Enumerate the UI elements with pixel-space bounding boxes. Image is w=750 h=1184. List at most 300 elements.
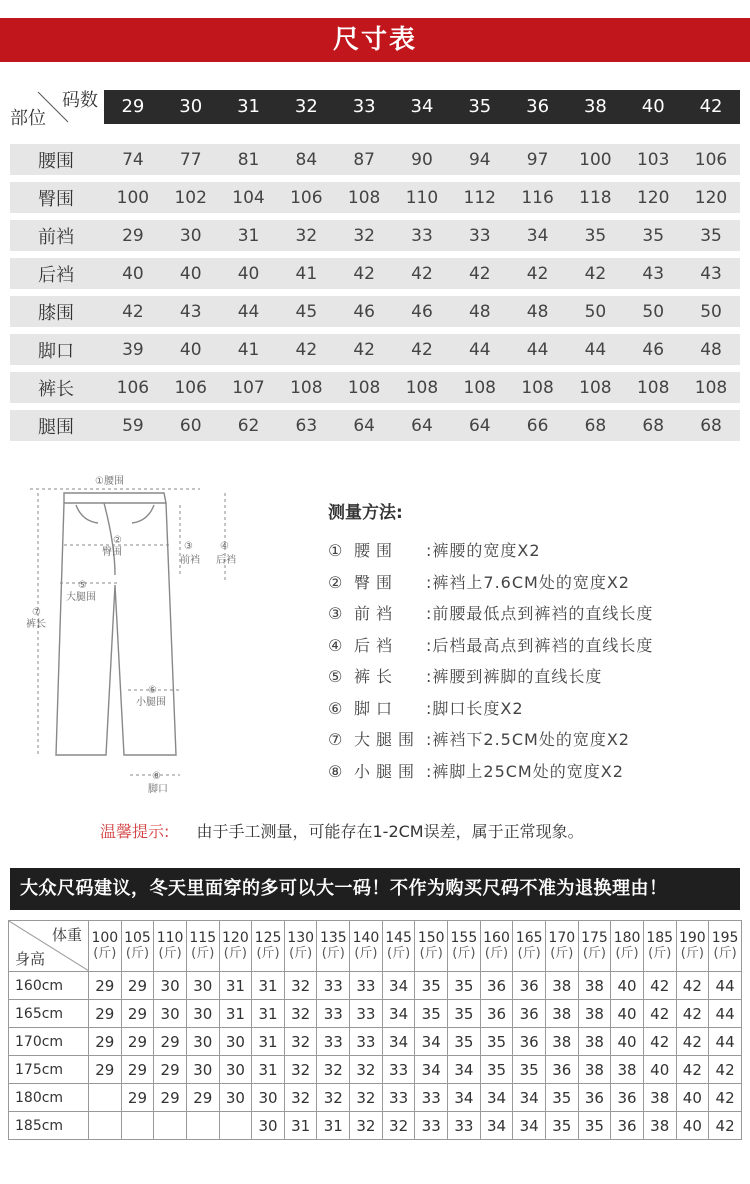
weight-unit: (斤): [615, 946, 639, 961]
diagram-length-label: 裤长: [26, 619, 46, 630]
weight-value: 105: [124, 930, 151, 946]
size-cell: 50: [700, 301, 722, 322]
size-cell: 63: [295, 415, 318, 436]
weight-size-cell: 30: [219, 1084, 252, 1112]
size-cell: 59: [122, 415, 144, 436]
weight-size-cell: 44: [709, 972, 742, 1000]
weight-size-cell: 33: [350, 1028, 383, 1056]
weight-size-cell: 35: [448, 972, 481, 1000]
size-row-label: 腿围: [38, 416, 74, 438]
method-item: [328, 538, 541, 561]
diagram-waist-label: ①腰围: [95, 476, 124, 487]
weight-size-cell: 29: [89, 1028, 122, 1056]
weight-size-cell: 34: [513, 1084, 546, 1112]
size-row-cells: [104, 340, 740, 360]
size-cell: 108: [579, 377, 612, 398]
size-cell: 40: [179, 339, 202, 360]
weight-unit: (斤): [452, 946, 476, 961]
weight-size-cell: 35: [448, 1000, 481, 1028]
size-cell: 108: [694, 377, 728, 398]
method-name: 臀围: [354, 572, 399, 592]
weight-size-cell: 31: [252, 1056, 285, 1084]
weight-value: 135: [319, 930, 347, 946]
weight-value: 165: [515, 930, 543, 946]
size-row: [10, 334, 740, 365]
weight-value: 115: [189, 930, 217, 946]
weight-size-cell: 32: [350, 1112, 383, 1140]
size-cell: 42: [353, 263, 375, 284]
method-number: ⑦: [328, 730, 344, 749]
method-number: ③: [328, 604, 344, 623]
weight-size-cell: 40: [611, 972, 644, 1000]
size-cell: 32: [295, 225, 318, 246]
size-cell: 97: [526, 149, 549, 170]
size-cell: 120: [694, 187, 728, 208]
weight-size-cell: 35: [480, 1028, 513, 1056]
weight-size-cell: 33: [382, 1056, 415, 1084]
size-cell: 62: [237, 415, 260, 436]
weight-size-cell: 38: [545, 1028, 578, 1056]
size-cell: 40: [179, 263, 202, 284]
size-row-cells: [104, 302, 740, 322]
size-row-label: 后裆: [38, 264, 74, 286]
weight-size-cell: 29: [89, 972, 122, 1000]
method-name: 小腿围: [354, 761, 421, 781]
size-cell: 42: [295, 339, 318, 360]
weight-size-cell: [89, 1112, 122, 1140]
size-cell: 46: [642, 339, 665, 360]
weight-size-cell: 29: [121, 972, 154, 1000]
weight-size-cell: 33: [317, 1028, 350, 1056]
size-cell: 77: [179, 149, 202, 170]
diagram-front-rise-label: 前裆: [180, 555, 200, 566]
size-cell: 44: [468, 339, 491, 360]
method-number: ②: [328, 572, 344, 592]
size-row-cells: [104, 416, 740, 436]
diagram-length-number: ⑦: [32, 607, 41, 618]
weight-size-cell: 32: [284, 1084, 317, 1112]
weight-value: 155: [450, 930, 478, 946]
weight-size-cell: 42: [643, 1028, 676, 1056]
weight-header-cell: [121, 921, 154, 972]
weight-header-cell: [89, 921, 122, 972]
weight-size-cell: 36: [513, 1000, 546, 1028]
size-header-cell: 29: [121, 96, 145, 117]
weight-size-cell: 33: [448, 1112, 481, 1140]
height-label: 160cm: [9, 972, 89, 1000]
weight-height-size-table: [8, 920, 742, 1140]
weight-size-cell: 31: [252, 1000, 285, 1028]
weight-table-row: [9, 1000, 742, 1028]
weight-value: 170: [548, 930, 576, 946]
weight-header-cell: [186, 921, 219, 972]
size-cell: 45: [295, 301, 318, 322]
weight-size-cell: [154, 1112, 187, 1140]
size-cell: 48: [526, 301, 549, 322]
weight-size-cell: 34: [415, 1028, 448, 1056]
method-item: [328, 759, 624, 782]
height-label: 170cm: [9, 1028, 89, 1056]
diagram-front-rise-number: ③: [184, 541, 193, 552]
weight-size-cell: 31: [317, 1112, 350, 1140]
size-row-label: 前裆: [38, 226, 74, 248]
size-row-label: 臀围: [38, 188, 74, 210]
weight-size-cell: 38: [643, 1084, 676, 1112]
weight-size-cell: 30: [252, 1112, 285, 1140]
size-header-cell: 35: [468, 96, 492, 117]
size-cell: 40: [237, 263, 260, 284]
weight-header-cell: [382, 921, 415, 972]
weight-size-cell: 42: [676, 1056, 709, 1084]
weight-size-cell: 36: [513, 1028, 546, 1056]
weight-size-cell: 34: [480, 1112, 513, 1140]
weight-header-cell: [578, 921, 611, 972]
weight-value: 110: [156, 930, 184, 946]
weight-table-corner: [9, 921, 89, 972]
weight-size-cell: 34: [448, 1084, 481, 1112]
weight-size-cell: [89, 1084, 122, 1112]
weight-size-cell: 36: [480, 972, 513, 1000]
weight-size-cell: 36: [545, 1056, 578, 1084]
method-number: ⑧: [328, 761, 344, 781]
weight-table-row: [9, 1112, 742, 1140]
weight-size-cell: 30: [186, 1028, 219, 1056]
weight-unit: (斤): [517, 946, 541, 961]
diagram-thigh-number: ⑤: [78, 580, 87, 591]
weight-unit: (斤): [680, 946, 704, 961]
weight-size-cell: [219, 1112, 252, 1140]
size-row: [10, 296, 740, 327]
weight-unit: (斤): [648, 946, 672, 961]
weight-size-cell: 33: [350, 972, 383, 1000]
method-name: 前裆: [354, 604, 399, 623]
weight-size-cell: 29: [186, 1084, 219, 1112]
height-label: 185cm: [9, 1112, 89, 1140]
size-row-cells: [104, 226, 740, 246]
weight-header-cell: [284, 921, 317, 972]
size-cell: 35: [584, 225, 607, 246]
size-cell: 39: [122, 339, 144, 360]
diagram-hip-number: ②: [113, 535, 122, 546]
size-cell: 64: [353, 415, 375, 436]
weight-size-cell: 31: [252, 1028, 285, 1056]
corner-part-label: 部位: [10, 108, 46, 129]
size-cell: 108: [347, 377, 381, 398]
weight-size-cell: 30: [154, 1000, 187, 1028]
diagram-thigh-label: 大腿围: [66, 592, 96, 603]
method-desc: :前腰最低点到裤裆的直线长度: [426, 604, 654, 623]
weight-size-cell: 42: [643, 1000, 676, 1028]
size-header-cell: 38: [583, 96, 607, 117]
size-cell: 94: [468, 149, 491, 170]
weight-size-cell: 42: [676, 1000, 709, 1028]
diagram-calf-number: ⑥: [148, 685, 157, 696]
method-desc: :裤裆下2.5CM处的宽度X2: [426, 730, 630, 749]
size-cell: 44: [237, 301, 260, 322]
size-cell: 35: [642, 225, 665, 246]
weight-value: 180: [613, 930, 641, 946]
weight-size-cell: 38: [545, 1000, 578, 1028]
size-cell: 48: [468, 301, 491, 322]
weight-size-cell: 34: [382, 1000, 415, 1028]
size-header-cell: 30: [179, 96, 203, 117]
method-desc: :后档最高点到裤裆的直线长度: [426, 635, 654, 655]
size-cell: 108: [636, 377, 670, 398]
method-name: 后裆: [354, 635, 399, 655]
size-cell: 42: [411, 263, 433, 284]
method-desc: :裤裆上7.6CM处的宽度X2: [426, 572, 630, 592]
weight-table-row: [9, 1084, 742, 1112]
weight-size-cell: 36: [578, 1084, 611, 1112]
weight-size-cell: 32: [284, 1000, 317, 1028]
weight-size-cell: 38: [578, 972, 611, 1000]
size-cell: 41: [295, 263, 318, 284]
method-item: [328, 633, 653, 656]
size-cell: 42: [584, 263, 607, 284]
size-cell: 64: [468, 415, 491, 436]
weight-header-cell: [219, 921, 252, 972]
weight-size-cell: 34: [382, 1028, 415, 1056]
size-cell: 81: [237, 149, 260, 170]
weight-size-cell: 32: [284, 1028, 317, 1056]
size-cell: 34: [526, 225, 549, 246]
size-cell: 33: [411, 225, 433, 246]
diagram-back-rise-number: ④: [220, 541, 229, 552]
weight-size-cell: 29: [121, 1056, 154, 1084]
method-name: 大腿围: [354, 730, 421, 749]
size-cell: 33: [468, 225, 491, 246]
weight-size-cell: [186, 1112, 219, 1140]
weight-size-cell: 30: [219, 1028, 252, 1056]
weight-unit: (斤): [419, 946, 443, 961]
size-row: [10, 182, 740, 213]
size-cell: 106: [290, 187, 323, 208]
diagram-hem-label: 脚口: [148, 784, 168, 795]
weight-size-cell: 42: [676, 1028, 709, 1056]
weight-value: 175: [581, 930, 608, 946]
size-cell: 112: [463, 187, 496, 208]
weight-header-cell: [252, 921, 285, 972]
weight-size-cell: 44: [709, 1000, 742, 1028]
method-desc: :裤腰的宽度X2: [426, 541, 541, 560]
weight-value: 120: [222, 930, 249, 946]
size-cell: 41: [237, 339, 260, 360]
weight-unit: (斤): [191, 946, 215, 961]
method-item: [328, 570, 630, 593]
weight-table-row: [9, 1028, 742, 1056]
weight-size-cell: 33: [317, 972, 350, 1000]
size-cell: 43: [642, 263, 665, 284]
size-row-label: 裤长: [38, 378, 74, 400]
size-cell: 108: [405, 377, 439, 398]
weight-table-row: [9, 972, 742, 1000]
size-cell: 66: [526, 415, 549, 436]
weight-unit: (斤): [321, 946, 345, 961]
weight-size-cell: 30: [186, 1000, 219, 1028]
weight-size-cell: 42: [709, 1112, 742, 1140]
weight-header-cell: [415, 921, 448, 972]
weight-unit: (斤): [550, 946, 574, 961]
weight-header-row: [9, 921, 742, 972]
weight-value: 130: [287, 930, 315, 946]
size-row-label: 膝围: [38, 302, 74, 324]
weight-size-cell: 32: [350, 1084, 383, 1112]
weight-size-cell: [121, 1112, 154, 1140]
size-row: [10, 220, 740, 251]
size-cell: 46: [411, 301, 433, 322]
size-cell: 29: [122, 225, 144, 246]
method-name: 腰围: [354, 541, 399, 560]
weight-value: 125: [254, 930, 282, 946]
size-cell: 107: [232, 377, 265, 398]
method-number: ①: [328, 541, 344, 560]
tip-label: 温馨提示:: [100, 822, 170, 841]
method-item: [328, 601, 653, 624]
corner-weight-label: 体重: [51, 926, 82, 944]
weight-size-cell: 40: [676, 1112, 709, 1140]
weight-size-cell: 36: [611, 1084, 644, 1112]
weight-size-cell: 35: [545, 1112, 578, 1140]
size-cell: 42: [122, 301, 144, 322]
size-cell: 120: [636, 187, 670, 208]
size-row-cells: [104, 264, 740, 284]
weight-size-cell: 36: [513, 972, 546, 1000]
weight-header-cell: [480, 921, 513, 972]
size-cell: 110: [405, 187, 439, 208]
size-cell: 103: [636, 149, 670, 170]
size-header-cell: 40: [641, 96, 665, 117]
size-row: [10, 144, 740, 175]
size-row: [10, 258, 740, 289]
weight-header-cell: [154, 921, 187, 972]
weight-header-cell: [448, 921, 481, 972]
weight-size-cell: 33: [382, 1084, 415, 1112]
weight-unit: (斤): [387, 946, 411, 961]
weight-size-cell: 40: [676, 1084, 709, 1112]
weight-unit: (斤): [158, 946, 182, 961]
method-desc: :裤腰到裤脚的直线长度: [426, 667, 603, 686]
weight-size-cell: 30: [154, 972, 187, 1000]
weight-size-cell: 29: [89, 1000, 122, 1028]
weight-size-cell: 38: [578, 1028, 611, 1056]
diagram-calf-label: 小腿围: [136, 697, 166, 708]
weight-size-cell: 30: [252, 1084, 285, 1112]
size-cell: 108: [463, 377, 496, 398]
size-cell: 35: [700, 225, 722, 246]
weight-size-cell: 34: [448, 1056, 481, 1084]
size-cell: 102: [174, 187, 207, 208]
weight-size-cell: 38: [578, 1000, 611, 1028]
weight-value: 185: [646, 930, 674, 946]
weight-header-cell: [350, 921, 383, 972]
measurement-method-title: 测量方法:: [328, 503, 403, 523]
tip-line: [100, 819, 584, 842]
weight-header-cell: [709, 921, 742, 972]
weight-unit: (斤): [484, 946, 509, 961]
size-cell: 68: [700, 415, 722, 436]
size-cell: 50: [642, 301, 665, 322]
weight-unit: (斤): [713, 946, 737, 961]
size-cell: 116: [521, 187, 554, 208]
weight-unit: (斤): [223, 946, 247, 961]
weight-unit: (斤): [289, 946, 313, 961]
size-row-label: 脚口: [38, 340, 74, 362]
size-row-label: 腰围: [38, 150, 74, 172]
weight-size-cell: 32: [284, 972, 317, 1000]
method-number: ④: [328, 635, 344, 655]
weight-header-cell: [611, 921, 644, 972]
size-header-cell: 34: [410, 96, 434, 117]
size-cell: 43: [700, 263, 722, 284]
weight-size-cell: 40: [611, 1028, 644, 1056]
weight-size-cell: 42: [709, 1056, 742, 1084]
weight-size-cell: 40: [611, 1000, 644, 1028]
size-cell: 32: [353, 225, 375, 246]
weight-size-cell: 42: [676, 972, 709, 1000]
weight-size-cell: 32: [317, 1056, 350, 1084]
weight-size-cell: 32: [350, 1056, 383, 1084]
method-name: 脚口: [354, 698, 399, 718]
weight-size-cell: 44: [709, 1028, 742, 1056]
size-cell: 106: [174, 377, 207, 398]
size-row-cells: [104, 150, 740, 170]
weight-size-cell: 36: [611, 1112, 644, 1140]
size-cell: 42: [353, 339, 375, 360]
weight-unit: (斤): [256, 946, 280, 961]
weight-size-cell: 31: [219, 1000, 252, 1028]
method-number: ⑥: [328, 698, 344, 718]
size-cell: 46: [353, 301, 375, 322]
size-cell: 30: [179, 225, 202, 246]
size-header-cell: 31: [237, 96, 260, 117]
weight-value: 145: [385, 930, 412, 946]
size-row-cells: [104, 378, 740, 398]
size-cell: 42: [468, 263, 491, 284]
weight-table-row: [9, 1056, 742, 1084]
size-cell: 90: [411, 149, 433, 170]
weight-header-cell: [317, 921, 350, 972]
weight-size-cell: 34: [382, 972, 415, 1000]
weight-unit: (斤): [125, 946, 150, 961]
weight-size-cell: 35: [513, 1056, 546, 1084]
weight-size-cell: 42: [643, 972, 676, 1000]
size-row: [10, 410, 740, 441]
weight-size-cell: 29: [121, 1028, 154, 1056]
size-header-row: [104, 90, 740, 124]
weight-size-cell: 30: [186, 1056, 219, 1084]
weight-size-cell: 31: [284, 1112, 317, 1140]
weight-size-cell: 34: [480, 1084, 513, 1112]
method-desc: :脚口长度X2: [426, 698, 524, 718]
height-label: 165cm: [9, 1000, 89, 1028]
size-header-cell: 32: [294, 96, 318, 117]
size-cell: 31: [237, 225, 260, 246]
weight-size-cell: 42: [709, 1084, 742, 1112]
corner-height-label: 身高: [15, 950, 46, 968]
size-cell: 108: [347, 187, 381, 208]
size-cell: 60: [179, 415, 202, 436]
corner-size-label: 码数: [62, 90, 98, 111]
size-cell: 50: [584, 301, 607, 322]
size-cell: 64: [411, 415, 433, 436]
size-chart-title: 尺寸表: [0, 18, 750, 62]
weight-value: 160: [483, 930, 510, 946]
weight-size-cell: 33: [317, 1000, 350, 1028]
weight-size-cell: 29: [121, 1000, 154, 1028]
weight-value: 190: [678, 930, 706, 946]
weight-size-cell: 38: [545, 972, 578, 1000]
tip-text: 由于手工测量，可能存在1-2CM误差，属于正常现象。: [196, 822, 584, 841]
